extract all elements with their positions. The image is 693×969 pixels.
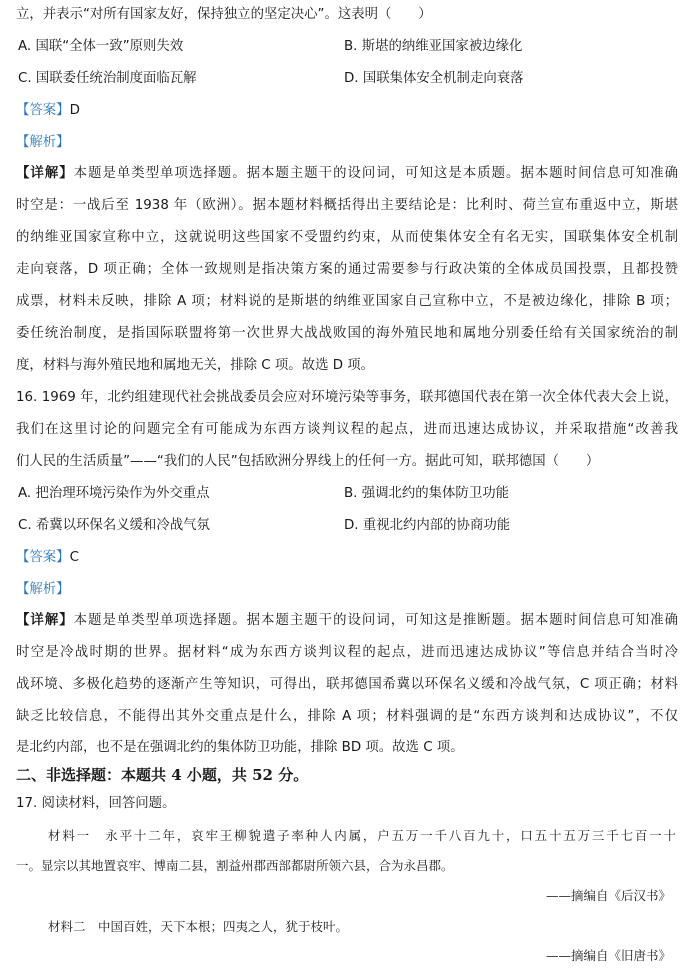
q16-detail-line: 战环境、多极化趋势的逐渐产生等知识，可得出，联邦德国希冀以环保名义缓和冷战气氛，C 项正确；材料: [16, 677, 678, 692]
q17-stem: 17. 阅读材料，回答问题。: [16, 796, 176, 811]
q16-option-a: A. 把治理环境污染作为外交重点: [18, 486, 210, 501]
q16-stem-line: 16. 1969 年，北约组建现代社会挑战委员会应对环境污染等事务，联邦德国代表在第一次全体代表大会上说，: [16, 390, 678, 405]
analysis-tag: 【解析】: [16, 135, 70, 150]
q15-analysis-tag: [16, 133, 678, 153]
section-heading: 二、非选择题：本题共 4 小题，共 52 分。: [16, 766, 309, 784]
detail-tag: 【详解】: [16, 166, 74, 181]
q16-option-c: C. 希冀以环保名义缓和冷战气氛: [18, 518, 210, 533]
detail-text: 本题是单类型单项选择题。据本题主题干的设问词，可知这是本质题。据本题时间信息可知准确: [73, 166, 678, 181]
q15-option-c: C. 国联委任统治制度面临瓦解: [18, 71, 197, 86]
q15-answer: [16, 101, 678, 121]
q17-material2-source: ——摘编自《旧唐书》: [545, 948, 671, 963]
q15-stem-end: 立，并表示“对所有国家友好，保持独立的坚定决心”。这表明（ ）: [16, 7, 432, 22]
q15-detail-line: 委任统治制度，是指国际联盟将第一次世界大战战败国的海外殖民地和属地分别委任给有关国家统治的制: [16, 326, 678, 341]
q15-option-d: D. 国联集体安全机制走向衰落: [344, 71, 524, 86]
q15-detail-line: 时空是：一战后至 1938 年（欧洲）。据本题材料概括得出主要结论是：比利时、荷兰宣布重返中立，斯堪: [16, 198, 678, 213]
q15-detail-line: 走向衰落，D 项正确；全体一致规则是指决策方案的通过需要参与行政决策的全体成员国投票，且都投赞: [16, 262, 678, 277]
q17-material1-line: 材料一 永平十二年，哀牢王柳貌遣子率种人内属，户五万一千八百九十，口五十五万三千七百一十: [48, 828, 676, 843]
q15-detail-line: 的纳维亚国家宣称中立，这就说明这些国家不受盟约约束，从而使集体安全有名无实，国联集体安全机制: [16, 230, 678, 245]
q15-detail-line: 度，材料与海外殖民地和属地无关，排除 C 项。故选 D 项。: [16, 358, 375, 373]
q16-detail-line: 缺乏比较信息，不能得出其外交重点是什么，排除 A 项；材料强调的是“东西方谈判和达成协议”，不仅: [16, 709, 678, 724]
q16-stem-line: 们人民的生活质量”——“我们的人民”包括欧洲分界线上的任何一方。据此可知，联邦德国（ ）: [16, 454, 600, 469]
detail-text: 本题是单类型单项选择题。据本题主题干的设问词，可知这是推断题。据本题时间信息可知准确: [73, 613, 678, 628]
detail-tag: 【详解】: [16, 613, 74, 628]
q16-option-d: D. 重视北约内部的协商功能: [344, 518, 511, 533]
q17-material1-line: 一。显宗以其地置哀牢、博南二县，割益州郡西部都尉所领六县，合为永昌郡。: [16, 858, 454, 873]
q15-detail-line: [16, 164, 678, 184]
q16-analysis-tag: [16, 580, 678, 600]
q16-option-b: B. 强调北约的集体防卫功能: [344, 486, 509, 501]
q16-stem-line: 我们在这里讨论的问题完全有可能成为东西方谈判议程的起点，进而迅速达成协议，并采取措施“改善我: [16, 422, 678, 437]
analysis-tag: 【解析】: [16, 582, 70, 597]
answer-tag: 【答案】: [16, 550, 70, 565]
q17-material1-source: ——摘编自《后汉书》: [545, 888, 671, 903]
q16-detail-line: [16, 611, 678, 631]
q15-option-b: B. 斯堪的纳维亚国家被边缘化: [344, 39, 523, 54]
answer-value: D: [69, 103, 80, 118]
q15-detail-line: 成票，材料未反映，排除 A 项；材料说的是斯堪的纳维亚国家自己宣称中立，不是被边缘化，排除 B 项；: [16, 294, 678, 309]
q15-option-a: A. 国联“全体一致”原则失效: [18, 39, 184, 54]
q17-material2: 材料二 中国百姓，天下本根；四夷之人，犹于枝叶。: [48, 919, 349, 934]
q16-detail-line: 是北约内部，也不是在强调北约的集体防卫功能，排除 BD 项。故选 C 项。: [16, 740, 464, 755]
q16-answer: [16, 548, 678, 568]
answer-tag: 【答案】: [16, 103, 70, 118]
q16-detail-line: 时空是冷战时期的世界。据材料“成为东西方谈判议程的起点，进而迅速达成协议”等信息并结合当时冷: [16, 645, 678, 660]
answer-value: C: [69, 550, 79, 565]
